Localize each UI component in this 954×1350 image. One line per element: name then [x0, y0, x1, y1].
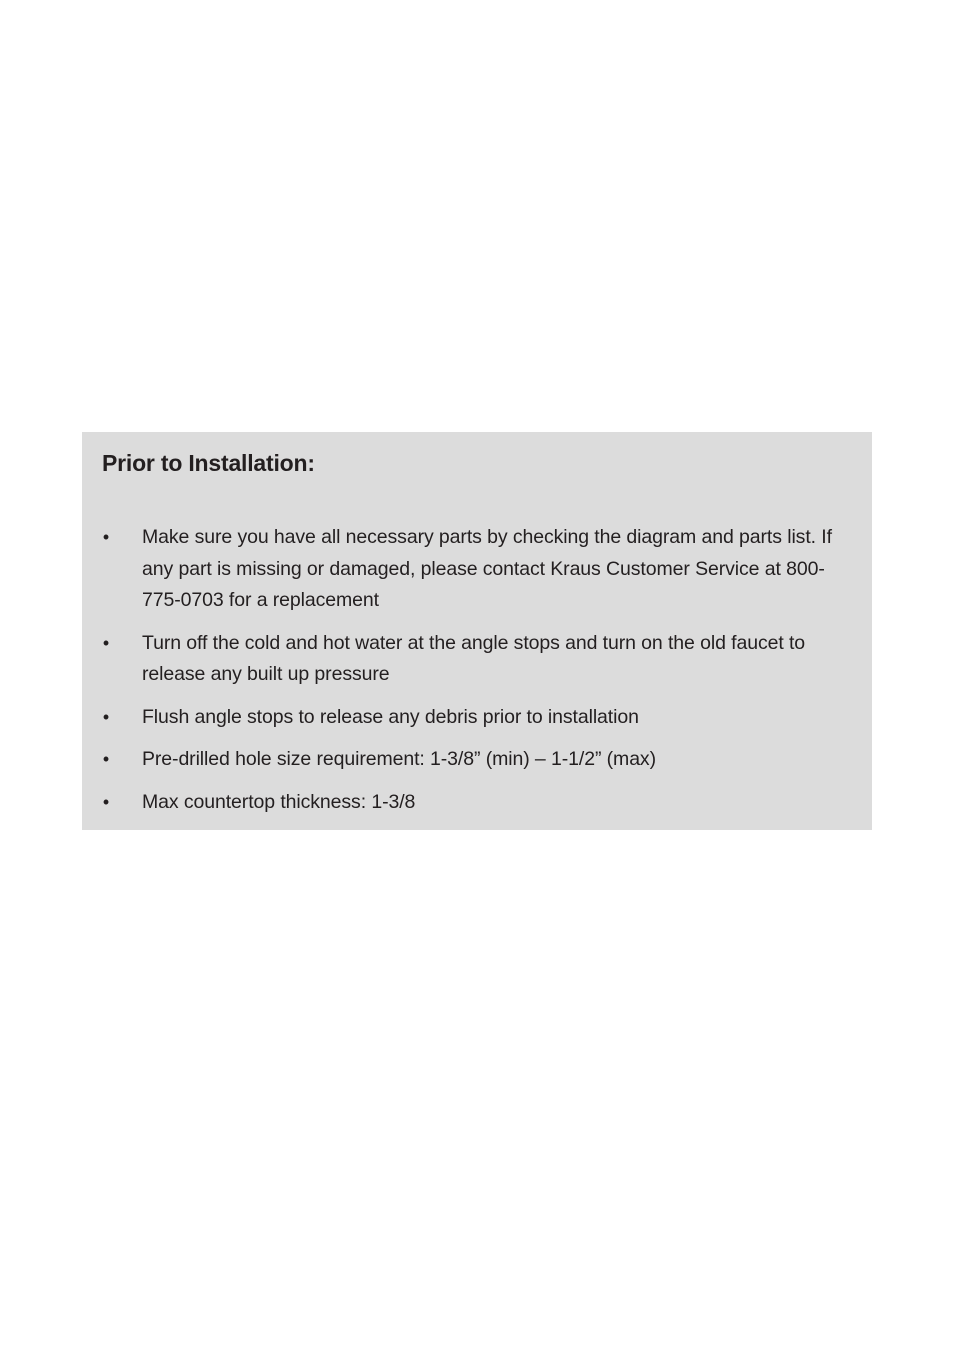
bullet-icon: •	[102, 791, 110, 812]
notice-title: Prior to Installation:	[102, 450, 315, 476]
list-item-text: Pre-drilled hole size requirement: 1-3/8” (min) – 1-1/2” (max)	[142, 748, 656, 770]
list-item	[82, 702, 872, 734]
list-item-text: Make sure you have all necessary parts by checking the diagram and parts list. If any part is missing or damaged, please contact Kraus Customer Service at 800-775-0703 for a replacement	[142, 526, 832, 611]
bullet-icon: •	[102, 527, 110, 547]
list-item	[82, 522, 872, 617]
list-item	[82, 744, 872, 776]
list-item	[82, 628, 872, 691]
list-item-text: Turn off the cold and hot water at the angle stops and turn on the old faucet to release any built up pressure	[142, 631, 806, 685]
list-item-text: Max countertop thickness: 1-3/8	[142, 790, 416, 813]
bullet-icon: •	[102, 632, 110, 653]
bullet-icon: •	[102, 706, 110, 727]
bullet-icon: •	[102, 749, 110, 769]
prior-to-installation-box	[82, 432, 872, 830]
installation-checklist	[82, 522, 872, 829]
list-item	[82, 787, 872, 819]
list-item-text: Flush angle stops to release any debris prior to installation	[142, 705, 639, 728]
